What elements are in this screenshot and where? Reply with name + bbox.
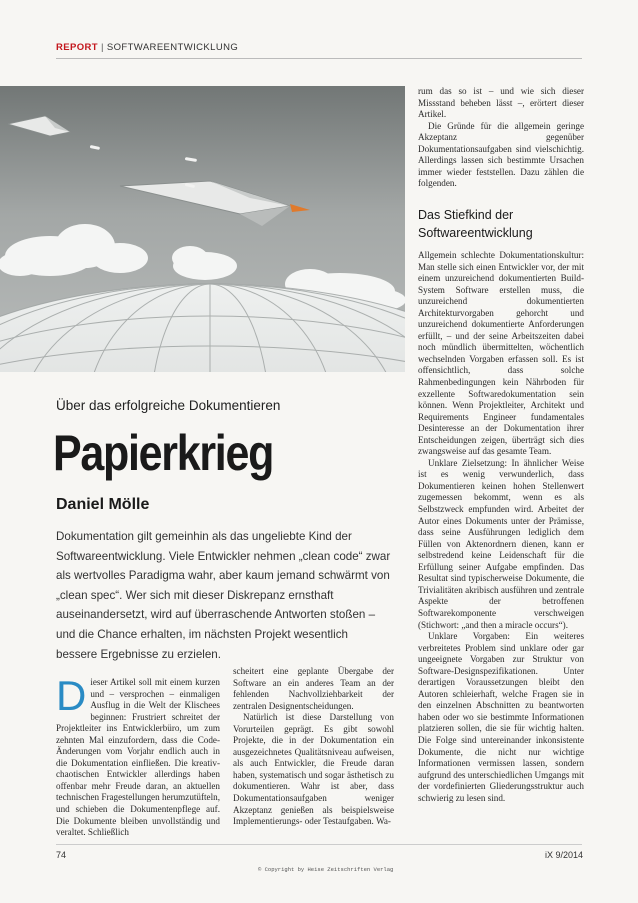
footer-rule	[56, 844, 582, 845]
article-lead: Dokumentation gilt gemeinhin als das ungeliebte Kind der Softwareentwicklung. Viele Entwickler nehmen „clean code“ zwar als wertvolles Paradigma wahr, aber kaum jemand schwärmt von „clean spec“. Wer sich mit dieser Diskrepanz ernsthaft auseinandersetzt, wird auf überraschende Antworten stoßen – und die Chance erhalten, im nächsten Projekt wesentlich bessere Ergebnisse zu erzielen.	[56, 530, 391, 661]
section-name: SOFTWAREENTWICKLUNG	[106, 42, 239, 53]
paragraph-text: ieser Artikel soll mit einem kurzen und – versprochen – einmaligen Ausflug in die Welt der Klischees beginnen: Frustriert schreitet der Projektleiter ins Entwicklerbüro, um zum zehnten Mal einzufordern, dass die Code-Änderungen vom Vorjahr endlich auch in die Dokumentation einfließen. Die kreativ-chaotischen Entwickler allerdings haben offenbar mehr Freude daran, an aktuellen technischen Fragestellungen herumzutüfteln, und schieben die Dokumentenpflege auf. Die Dokumente bleiben unvollständig und veraltet. Schließlich	[56, 677, 220, 838]
body-column-2	[233, 666, 394, 828]
body-column-1	[56, 672, 220, 839]
article-title: Papierkrieg	[53, 425, 274, 481]
body-paragraph: Unklare Vorgaben: Ein weiteres verbreitetes Problem sind unklare oder gar ungeeignete Vorgaben zur Struktur von Software-Designspezifikationen. Unter derartigen Voraussetzungen bleibt den Autoren schleierhaft, welche Fragen sie in den einzelnen Abschnitten zu beantworten haben oder wo sie bestimmte Informationen platzieren sollen, die sie für wichtig halten. Die Folge sind untereinander inkonsistente Dokumente, die nicht nur wichtige Informationen vermissen lassen, sondern aufgrund des unterschiedlichen Umgangs mit der vordefinierten Gliederungsstruktur auch schwierig zu lesen sind.	[418, 631, 584, 803]
body-column-3-bottom	[418, 250, 584, 804]
body-paragraph	[56, 672, 220, 839]
copyright-notice: © Copyright by Heise Zeitschriften Verlag	[258, 866, 394, 873]
issue-label: iX 9/2014	[545, 850, 584, 860]
hero-illustration	[0, 86, 405, 372]
body-paragraph: Allgemein schlechte Dokumentationskultur: Man stelle sich einen Entwickler vor, der mit einem unzureichend dokumentierten Build-System Software erstellen muss, die unzureichend dokumentierten Architekturvorgaben gehorcht und unzureichend dokumentierte Anforderungen erfüllt, – und der seine Arbeitszeiten dabei noch mündlich übermittelten, wöchentlich wechselnden Vorgaben erfassen soll. Es ist offensichtlich, dass solche Rahmenbedingungen kein Nährboden für exzellente Softwaredokumentation sein können. Wenn Projektleiter, Architekt und Requirements Engineer fundamentales Desinteresse an der Dokumentation ihrer Entscheidungen zeigen, überträgt sich dies zwangsweise auf das gesamte Team.	[418, 250, 584, 457]
section-keyword: REPORT	[56, 42, 98, 53]
body-paragraph: scheitert eine geplante Übergabe der Software an ein anderes Team an der fehlenden Nachvollziehbarkeit der zentralen Designentscheidungen.	[233, 666, 394, 711]
drop-cap: D	[56, 672, 87, 719]
article-kicker: Über das erfolgreiche Dokumentieren	[56, 398, 281, 413]
body-column-3-top	[418, 86, 584, 190]
section-header	[56, 42, 238, 53]
header-rule	[56, 58, 582, 59]
section-subheading: Das Stiefkind der Softwareentwicklung	[418, 208, 533, 240]
body-paragraph: Die Gründe für die allgemein geringe Akzeptanz gegenüber Dokumentationsaufgaben sind vielschichtig. Allerdings lassen sich bestimmte Ursachen immer wieder feststellen. Dazu zählen die folgenden.	[418, 120, 584, 189]
body-paragraph: Unklare Zielsetzung: In ähnlicher Weise ist es wenig verwunderlich, dass Dokumentieren keinen hohen Stellenwert zugemessen bekommt, wenn es als Selbstzweck empfunden wird. Arbeitet der Autor eines Dokuments unter der Prämisse, dass seine Ausführungen lediglich dem Füllen von Aktenordnern dienen, kann er selbstredend keine Leidenschaft für die Erfüllung seiner Aufgabe empfinden. Das Resultat sind typischerweise Dokumente, die Trivialitäten akribisch ausführen und zentrale Aspekte der betroffenen Softwarekomponente verschweigen (Stichwort: „and then a miracle occurs“).	[418, 457, 584, 630]
article-author: Daniel Mölle	[56, 496, 150, 513]
body-paragraph: rum das so ist – und wie sich dieser Missstand beheben lässt –, erörtert dieser Artikel.	[418, 86, 584, 120]
header-separator: |	[101, 42, 104, 53]
page-number: 74	[56, 850, 67, 860]
body-paragraph: Natürlich ist diese Darstellung von Vorurteilen geprägt. Es gibt sowohl Projekte, die in der Dokumentation ein ausgezeichnetes Qualitätsniveau aufweisen, als auch Entwickler, die Freude daran haben, systematisch und sogar ästhetisch zu dokumentieren. Wahr ist aber, dass Dokumentationsaufgaben weniger Akzeptanz genießen als beispielsweise Implementierungs- oder Testaufgaben. Wa-	[233, 712, 394, 827]
